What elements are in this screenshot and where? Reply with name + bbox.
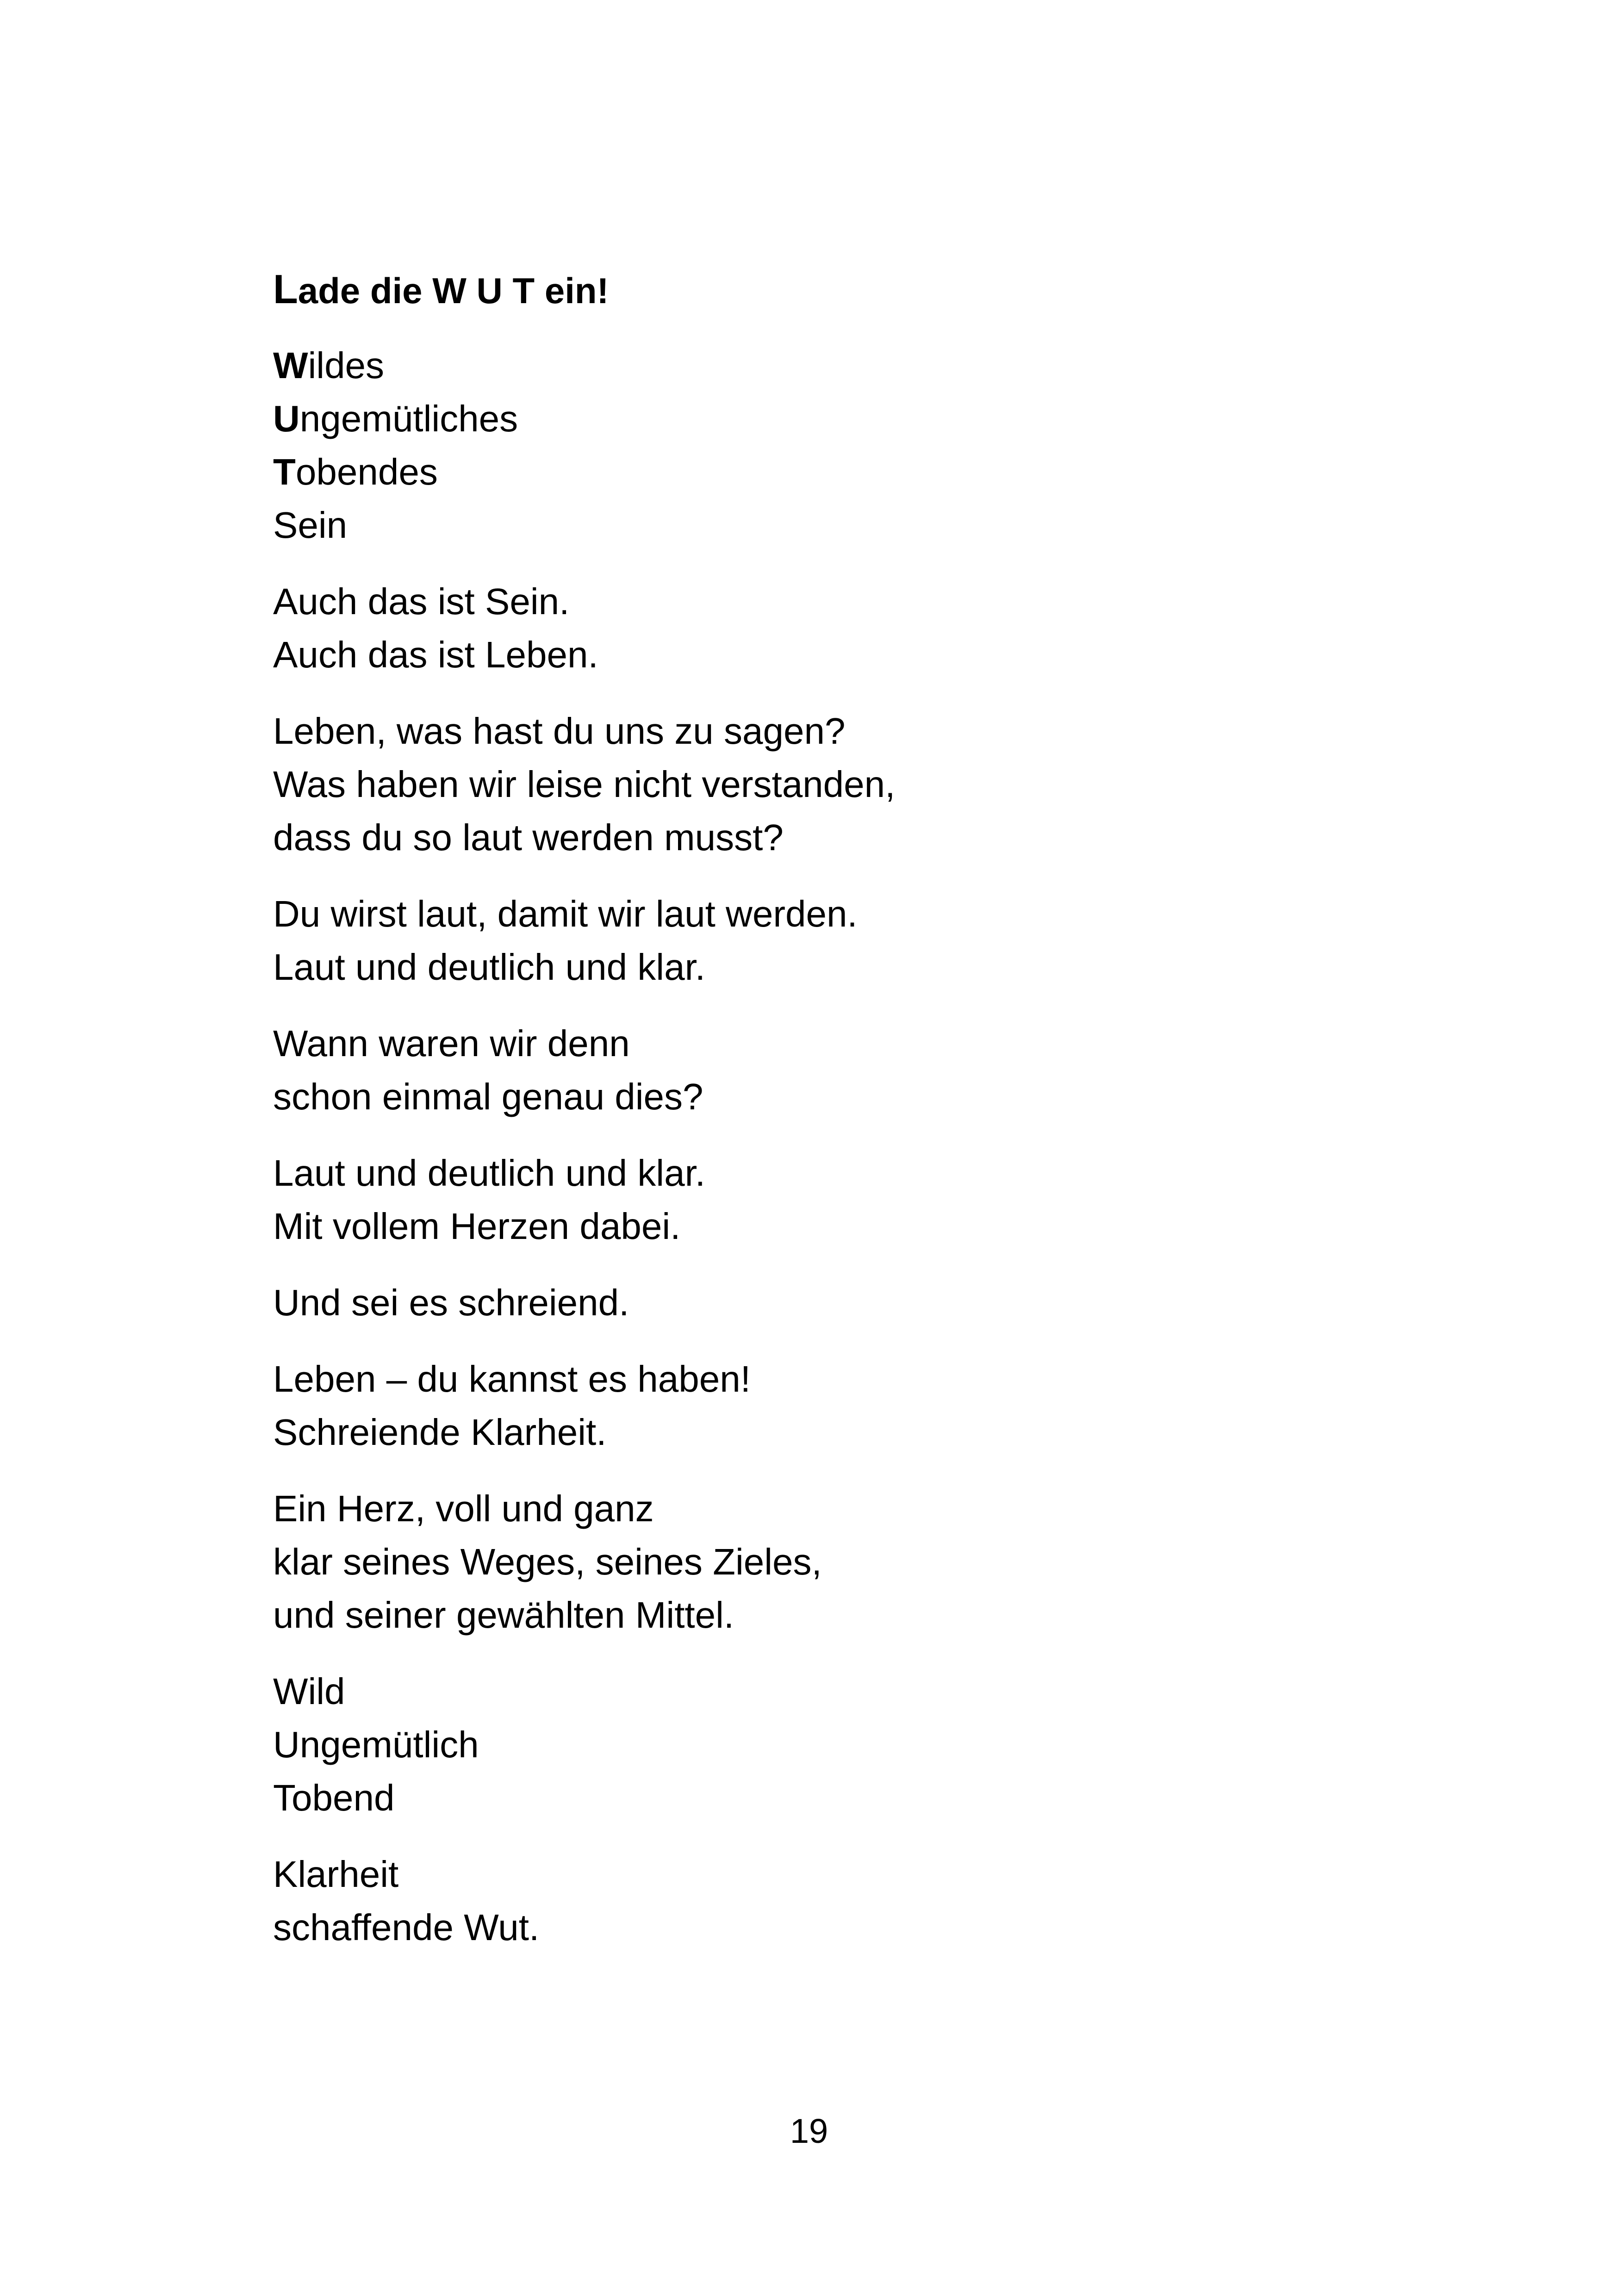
stanza [273, 1146, 1384, 1253]
poem-line: schaffende Wut. [273, 1907, 540, 1948]
acrostic-rest: Sein [273, 504, 348, 546]
stanza [273, 1665, 1384, 1824]
poem-line [273, 339, 1384, 392]
acrostic-rest: ildes [308, 345, 385, 386]
poem-line: Und sei es schreiend. [273, 1282, 629, 1323]
poem-line: Tobend [273, 1777, 395, 1818]
acrostic-rest: ngemütliches [299, 398, 518, 439]
title-rest: ade die W U T ein! [298, 270, 609, 311]
stanza [273, 1352, 1384, 1459]
poem-line: Mit vollem Herzen dabei. [273, 1206, 681, 1247]
poem-line: klar seines Weges, seines Zieles, [273, 1541, 822, 1582]
poem-line [273, 445, 1384, 498]
poem-line: Ein Herz, voll und ganz [273, 1488, 654, 1529]
poem [273, 261, 1384, 1977]
page-number: 19 [790, 2112, 828, 2150]
poem-line: schon einmal genau dies? [273, 1076, 703, 1117]
poem-line [273, 392, 1384, 445]
acrostic-initial: W [273, 345, 308, 386]
poem-line: Leben, was hast du uns zu sagen? [273, 710, 846, 752]
stanza [273, 1276, 1384, 1329]
poem-line: Wann waren wir denn [273, 1023, 630, 1064]
poem-line: Laut und deutlich und klar. [273, 1152, 706, 1194]
acrostic-initial: U [273, 398, 300, 439]
poem-line [273, 498, 1384, 552]
poem-line: und seiner gewählten Mittel. [273, 1594, 734, 1636]
stanza [273, 887, 1384, 994]
poem-line: Klarheit [273, 1854, 399, 1895]
stanza-acrostic [273, 339, 1384, 552]
poem-line: dass du so laut werden musst? [273, 817, 784, 858]
poem-line: Auch das ist Sein. [273, 581, 570, 622]
stanza [273, 1848, 1384, 1954]
poem-line: Laut und deutlich und klar. [273, 946, 706, 988]
title-initial: L [273, 266, 298, 312]
poem-line: Du wirst laut, damit wir laut werden. [273, 893, 858, 934]
acrostic-initial: T [273, 451, 296, 492]
stanza [273, 704, 1384, 864]
poem-line: Schreiende Klarheit. [273, 1412, 607, 1453]
poem-line: Ungemütlich [273, 1724, 479, 1765]
poem-title [273, 261, 1384, 318]
poem-line: Wild [273, 1671, 345, 1712]
acrostic-rest: obendes [295, 451, 438, 492]
poem-line: Was haben wir leise nicht verstanden, [273, 764, 896, 805]
stanza [273, 1482, 1384, 1642]
stanza [273, 575, 1384, 681]
poem-line: Leben – du kannst es haben! [273, 1358, 751, 1400]
poem-line: Auch das ist Leben. [273, 634, 598, 675]
stanza [273, 1017, 1384, 1123]
